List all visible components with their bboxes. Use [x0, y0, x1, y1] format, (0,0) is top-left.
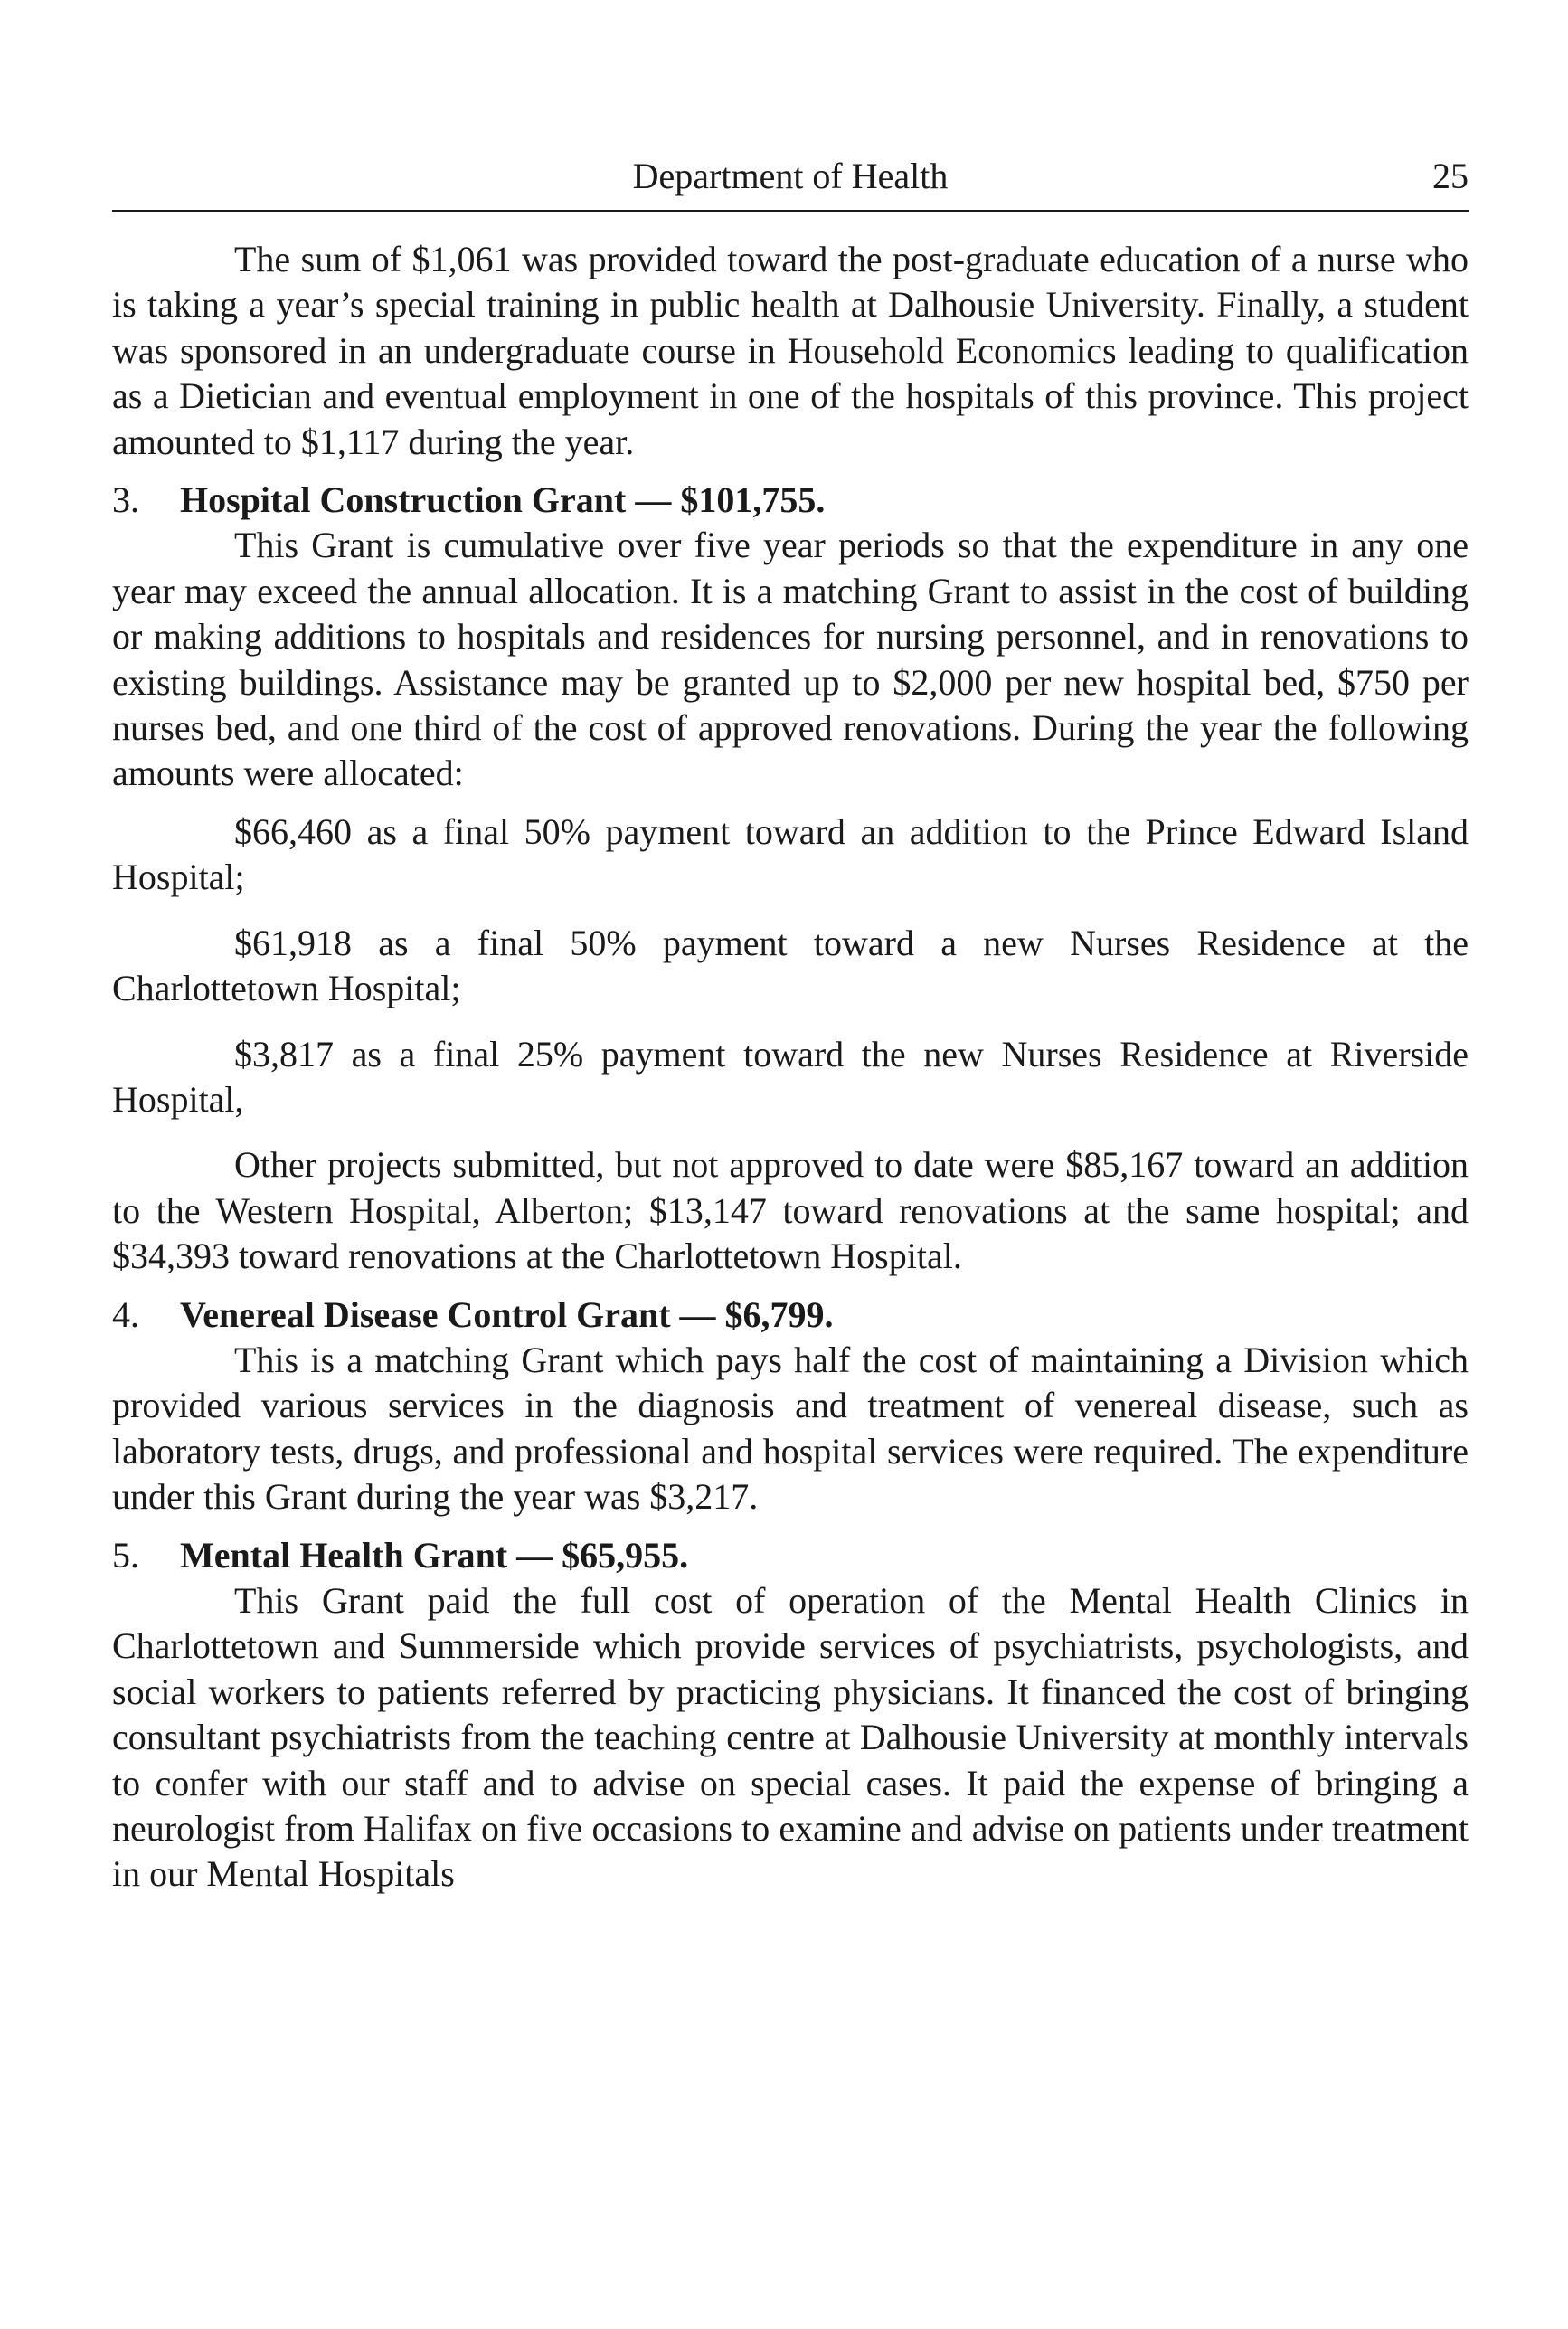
page-body	[112, 237, 1469, 1898]
section-4-title: Venereal Disease Control Grant — $6,799.	[180, 1293, 834, 1335]
allocation-item-1: $66,460 as a final 50% payment toward an addition to the Prince Edward Island Hospital;	[112, 810, 1469, 898]
section-5-heading	[112, 1533, 1469, 1578]
section-3-paragraph: This Grant is cumulative over five year periods so that the expenditure in any one year may exceed the annual allocation. It is a matching Grant to assist in the cost of building or making additions to hospitals and residences for nursing personnel, and in renovations to existing buildings. Assistance may be granted up to $2,000 per new hospital bed, $750 per nurses bed, and one third of the cost of approved renovations. During the year the following amounts were allocated:	[112, 525, 1469, 794]
header-rule	[112, 210, 1469, 212]
allocation-item-3: $3,817 as a final 25% payment toward the new Nurses Residence at Riverside Hospital,	[112, 1033, 1469, 1120]
running-head-title: Department of Health	[632, 156, 949, 196]
section-5-paragraph: This Grant paid the full cost of operation of the Mental Health Clinics in Charlottetown and Summerside which provide services of psychiatrists, psychologists, and social workers to patients referred by practicing physicians. It financed the cost of bringing consultant psychiatrists from the teaching centre at Dalhousie University at monthly intervals to confer with our staff and to advise on special cases. It paid the expense of bringing a neurologist from Halifax on five occasions to examine and advise on patients under treatment in our Mental Hospitals	[112, 1579, 1469, 1895]
section-5-title: Mental Health Grant — $65,955.	[180, 1534, 689, 1576]
section-3-number: 3.	[112, 479, 139, 521]
section-3-title: Hospital Construction Grant — $101,755.	[180, 479, 826, 521]
allocation-item-2: $61,918 as a final 50% payment toward a new Nurses Residence at the Charlottetown Hospital;	[112, 922, 1469, 1009]
other-projects-paragraph: Other projects submitted, but not approved to date were $85,167 toward an addition to the Western Hospital, Alberton; $13,147 toward renovations at the same hospital; and $34,393 toward renovations at the Charlottetown Hospital.	[112, 1144, 1469, 1277]
page-number: 25	[1432, 156, 1469, 196]
section-4-paragraph: This is a matching Grant which pays half the cost of maintaining a Division which provided various services in the diagnosis and treatment of venereal disease, such as laboratory tests, drugs, and professional and hospital services were required. The expenditure under this Grant during the year was $3,217.	[112, 1339, 1469, 1518]
section-4-number: 4.	[112, 1293, 139, 1335]
section-4-heading	[112, 1292, 1469, 1338]
intro-paragraph: The sum of $1,061 was provided toward the post-graduate education of a nurse who is taking a year’s special training in public health at Dalhousie University. Finally, a student was sponsored in an undergraduate course in Household Economics leading to qualification as a Dietician and eventual employment in one of the hospitals of this province. This project amounted to $1,117 during the year.	[112, 239, 1469, 462]
running-head	[112, 149, 1469, 204]
section-5-number: 5.	[112, 1534, 139, 1576]
section-3-heading	[112, 478, 1469, 523]
